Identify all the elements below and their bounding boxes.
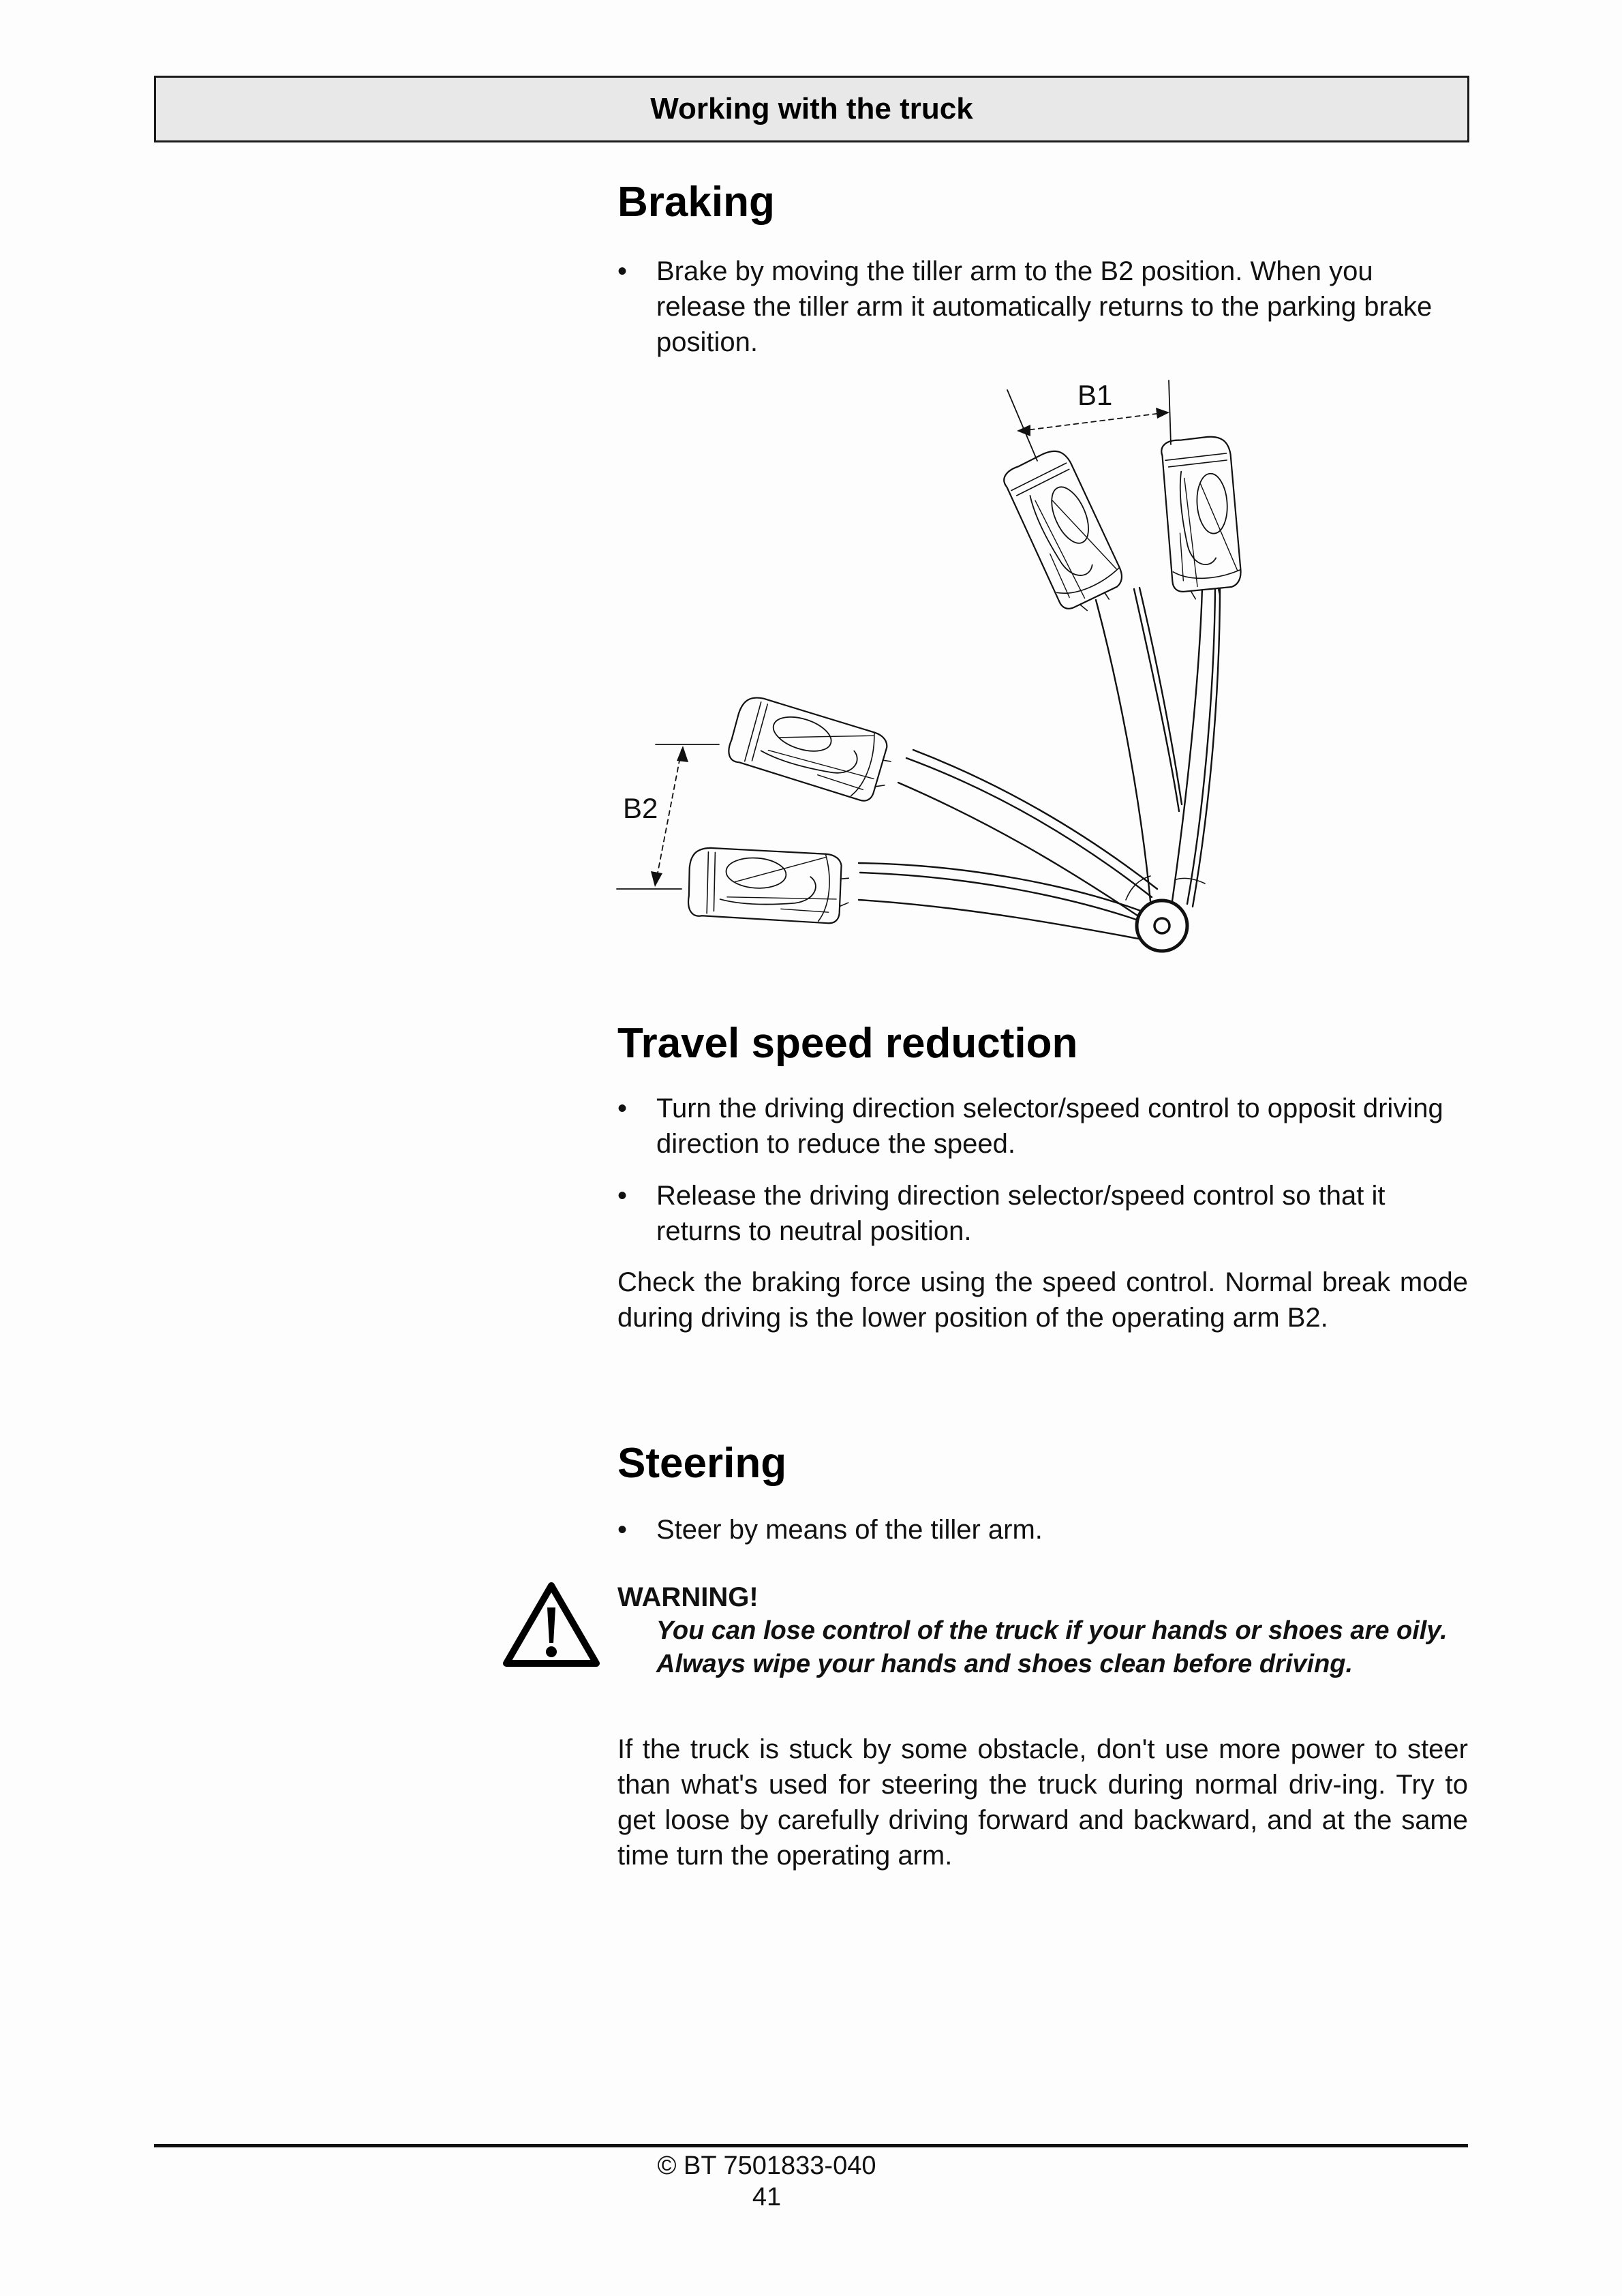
label-b2: B2 [623, 792, 658, 824]
list-item [617, 1512, 1468, 1547]
section-braking [617, 179, 1468, 226]
tiller-shafts [859, 586, 1220, 939]
bullet-text: Steer by means of the tiller arm. [656, 1515, 1043, 1545]
list-item [617, 1091, 1468, 1162]
stuck-truck-paragraph: If the truck is stuck by some obstacle, don't use more power to steer than what's used for steering the truck during normal driv-ing. Try to get loose by carefully driving forward and backward, and at the same time turn the operating arm. [617, 1734, 1468, 1871]
tiller-head-upright [1161, 435, 1242, 601]
braking-bullets [617, 254, 1468, 360]
list-item [617, 1178, 1468, 1249]
page-header [154, 76, 1469, 142]
heading-travel-speed-reduction: Travel speed reduction [617, 1020, 1078, 1067]
header-title: Working with the truck [650, 92, 973, 125]
heading-braking: Braking [617, 179, 775, 226]
warning-title: WARNING! [617, 1582, 759, 1612]
warning-line: You can lose control of the truck if your hands or shoes are oily. [656, 1616, 1448, 1645]
tiller-positions-diagram [600, 368, 1254, 975]
section-steering [617, 1440, 1468, 1487]
section-travel-speed-reduction [617, 1020, 1468, 1068]
footer-page-number: 41 [752, 2183, 782, 2211]
tiller-head-upper-horizontal [724, 691, 900, 808]
list-item [617, 254, 1468, 360]
bullet-text: Release the driving direction selector/speed control so that it returns to neutral position. [656, 1181, 1386, 1246]
warning-triangle-icon [501, 1580, 602, 1669]
bullet-icon: • [617, 256, 628, 286]
footer-doc-id: © BT 7501833-040 [657, 2151, 876, 2180]
bullet-icon: • [617, 1181, 628, 1211]
steering-bullets [617, 1512, 1468, 1547]
warning-block [617, 1580, 1468, 1681]
tiller-head-tilted [1000, 444, 1130, 620]
braking-force-paragraph: Check the braking force using the speed control. Normal break mode during driving is the lower position of the operating arm B2. [617, 1267, 1468, 1333]
label-b1: B1 [1077, 379, 1113, 411]
bullet-text: Turn the driving direction selector/speed control to opposit driving direction to reduce the speed. [656, 1093, 1443, 1159]
bullet-icon: • [617, 1093, 628, 1123]
travel-speed-bullets [617, 1091, 1468, 1249]
bullet-text: Brake by moving the tiller arm to the B2 position. When you release the tiller arm it automatically returns to the parking brake position. [656, 256, 1433, 357]
tiller-head-lower-horizontal [686, 845, 852, 926]
bullet-icon: • [617, 1515, 628, 1545]
heading-steering: Steering [617, 1440, 787, 1487]
warning-line: Always wipe your hands and shoes clean before driving. [656, 1650, 1353, 1678]
footer-divider [154, 2144, 1468, 2147]
pivot-wheel [1137, 901, 1187, 951]
